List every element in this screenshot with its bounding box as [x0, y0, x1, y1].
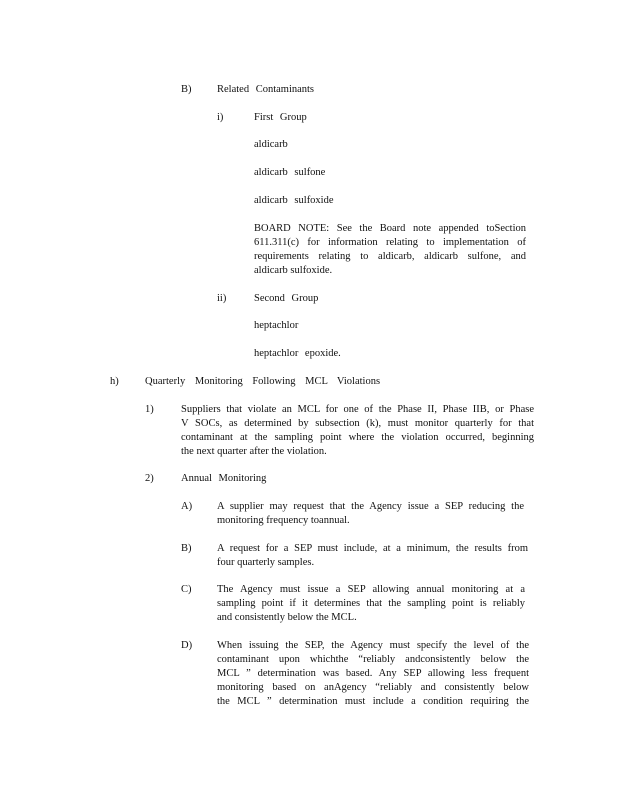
paragraph-line: four quarterly samples. — [217, 557, 315, 568]
first-group-item: aldicarb sulfone — [254, 167, 326, 178]
paragraph-line: sampling point if it determines that the sampling point is reliably — [217, 598, 525, 609]
subparagraph-c-marker: C) — [181, 584, 192, 595]
paragraph-2-heading: Annual Monitoring — [181, 473, 267, 484]
subsection-h-marker: h) — [110, 376, 119, 387]
paragraph-1-text — [181, 403, 534, 459]
paragraph-line: and consistently below the MCL. — [217, 612, 357, 623]
paragraph-line: MCL ” determination was based. Any SEP allowing less frequent — [217, 668, 529, 679]
item-i-heading: First Group — [254, 112, 307, 123]
paragraph-line: A supplier may request that the Agency issue a SEP reducing the — [217, 501, 524, 512]
board-note-line: requirements relating to aldicarb, aldicarb sulfone, and — [254, 251, 526, 262]
paragraph-line: V SOCs, as determined by subsection (k), must monitor quarterly for that — [181, 418, 534, 429]
subsection-h-heading: Quarterly Monitoring Following MCL Violations — [145, 376, 381, 387]
board-note-line: aldicarb sulfoxide. — [254, 265, 333, 276]
subsection-b-marker: B) — [181, 84, 192, 95]
subparagraph-c-text — [217, 583, 525, 625]
subparagraph-a-text — [217, 500, 524, 528]
paragraph-line: The Agency must issue a SEP allowing annual monitoring at a — [217, 584, 525, 595]
subparagraph-a-marker: A) — [181, 501, 193, 512]
item-i-marker: i) — [217, 112, 224, 123]
paragraph-line: contaminant at the sampling point where the violation occurred, beginning — [181, 432, 534, 443]
board-note — [254, 222, 526, 278]
item-ii-marker: ii) — [217, 293, 227, 304]
second-group-item: heptachlor epoxide. — [254, 348, 341, 359]
paragraph-line: the MCL ” determination must include a condition requiring the — [217, 696, 529, 707]
board-note-line: BOARD NOTE: See the Board note appended toSection — [254, 223, 526, 234]
paragraph-line: Suppliers that violate an MCL for one of the Phase II, Phase IIB, or Phase — [181, 404, 534, 415]
paragraph-line: the next quarter after the violation. — [181, 446, 327, 457]
paragraph-line: When issuing the SEP, the Agency must specify the level of the — [217, 640, 529, 651]
paragraph-line: monitoring frequency toannual. — [217, 515, 350, 526]
subparagraph-b-text — [217, 542, 528, 570]
subparagraph-b-marker: B) — [181, 543, 192, 554]
item-ii-heading: Second Group — [254, 293, 319, 304]
paragraph-line: contaminant upon whichthe “reliably andconsistently below the — [217, 654, 529, 665]
subparagraph-d-text — [217, 639, 529, 709]
paragraph-line: A request for a SEP must include, at a minimum, the results from — [217, 543, 528, 554]
subparagraph-d-marker: D) — [181, 640, 193, 651]
paragraph-1-marker: 1) — [145, 404, 154, 415]
paragraph-line: monitoring based on anAgency “reliably and consistently below — [217, 682, 529, 693]
board-note-line: 611.311(c) for information relating to implementation of — [254, 237, 526, 248]
first-group-item: aldicarb sulfoxide — [254, 195, 334, 206]
second-group-item: heptachlor — [254, 320, 299, 331]
paragraph-2-marker: 2) — [145, 473, 154, 484]
subsection-b-heading: Related Contaminants — [217, 84, 315, 95]
first-group-item: aldicarb — [254, 139, 288, 150]
